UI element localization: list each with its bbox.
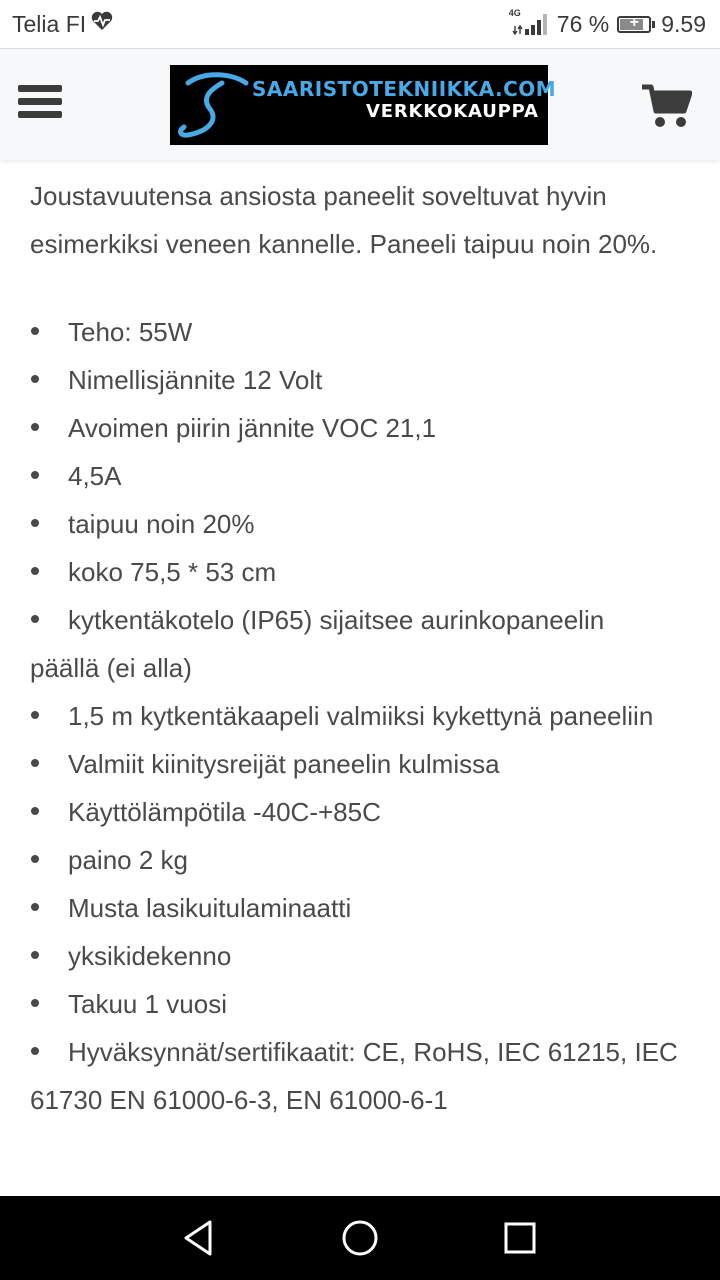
spec-item	[30, 884, 680, 932]
spec-item	[30, 500, 680, 548]
spec-text: yksikidekenno	[68, 941, 232, 971]
spec-item	[30, 740, 680, 788]
spec-text: taipuu noin 20%	[68, 509, 255, 539]
carrier-name: Telia FI	[12, 10, 87, 37]
spec-item	[30, 452, 680, 500]
spec-item	[30, 980, 680, 1028]
bullet	[30, 788, 68, 836]
recents-icon[interactable]	[498, 1216, 542, 1260]
bullet	[30, 452, 68, 500]
bullet	[30, 740, 68, 788]
bullet	[30, 404, 68, 452]
logo-swirl-icon	[174, 69, 250, 141]
spec-text: Käyttölämpötila -40C-+85C	[68, 797, 381, 827]
spec-item	[30, 836, 680, 884]
hamburger-menu-icon[interactable]	[18, 85, 62, 123]
spec-text: Teho: 55W	[68, 317, 193, 347]
spec-text: 1,5 m kytkentäkaapeli valmiiksi kykettynä paneeliin	[68, 701, 654, 731]
spec-text: Musta lasikuitulaminaatti	[68, 893, 352, 923]
bullet	[30, 1028, 68, 1076]
menu-bar	[18, 85, 62, 92]
spec-item	[30, 356, 680, 404]
menu-bar	[18, 98, 62, 105]
home-icon[interactable]	[338, 1216, 382, 1260]
battery-icon	[617, 13, 651, 33]
spec-item	[30, 692, 680, 740]
site-header	[0, 48, 720, 160]
spec-item	[30, 788, 680, 836]
spec-text: Nimellisjännite 12 Volt	[68, 365, 323, 395]
bullet	[30, 980, 68, 1028]
logo-title: SAARISTOTEKNIIKKA.COM	[252, 77, 557, 101]
bullet	[30, 356, 68, 404]
spec-item	[30, 596, 680, 692]
charging-plus-icon: +	[629, 13, 639, 31]
bullet	[30, 884, 68, 932]
spec-list	[30, 308, 680, 1124]
network-type-label: 4G	[508, 8, 521, 18]
bullet	[30, 548, 68, 596]
product-description	[0, 160, 720, 1196]
intro-paragraph: Joustavuutensa ansiosta paneelit soveltuvat hyvin esimerkiksi veneen kannelle. Paneeli taipuu noin 20%.	[30, 181, 658, 259]
bullet	[30, 932, 68, 980]
bullet	[30, 692, 68, 740]
logo-subtitle: VERKKOKAUPPA	[366, 101, 539, 122]
bullet	[30, 500, 68, 548]
menu-bar	[18, 111, 62, 118]
status-left	[12, 10, 114, 38]
heart-monitor-icon	[90, 10, 114, 38]
bullet	[30, 308, 68, 356]
back-icon[interactable]	[178, 1216, 222, 1260]
bullet	[30, 836, 68, 884]
spec-item	[30, 404, 680, 452]
spec-text: Valmiit kiinitysreijät paneelin kulmissa	[68, 749, 500, 779]
spec-item	[30, 1028, 680, 1124]
spec-text: kytkentäkotelo (IP65) sijaitsee aurinkopaneelin päällä (ei alla)	[30, 605, 605, 683]
spec-text: 4,5A	[68, 461, 122, 491]
spec-item	[30, 308, 680, 356]
battery-percent: 76 %	[556, 10, 610, 37]
bullet	[30, 596, 68, 644]
spec-text: Avoimen piirin jännite VOC 21,1	[68, 413, 437, 443]
status-bar	[0, 0, 720, 48]
spec-text: koko 75,5 * 53 cm	[68, 557, 277, 587]
cart-icon[interactable]	[640, 83, 692, 129]
status-right	[508, 8, 706, 38]
signal-icon	[508, 8, 549, 36]
spec-text: Hyväksynnät/sertifikaatit: CE, RoHS, IEC 61215, IEC 61730 EN 61000-6-3, EN 61000-6-1	[30, 1037, 678, 1115]
spec-item	[30, 548, 680, 596]
spec-text: paino 2 kg	[68, 845, 188, 875]
clock-time: 9.59	[661, 10, 706, 37]
spec-item	[30, 932, 680, 980]
site-logo[interactable]	[170, 65, 557, 145]
navigation-bar	[0, 1196, 720, 1280]
spec-text: Takuu 1 vuosi	[68, 989, 227, 1019]
